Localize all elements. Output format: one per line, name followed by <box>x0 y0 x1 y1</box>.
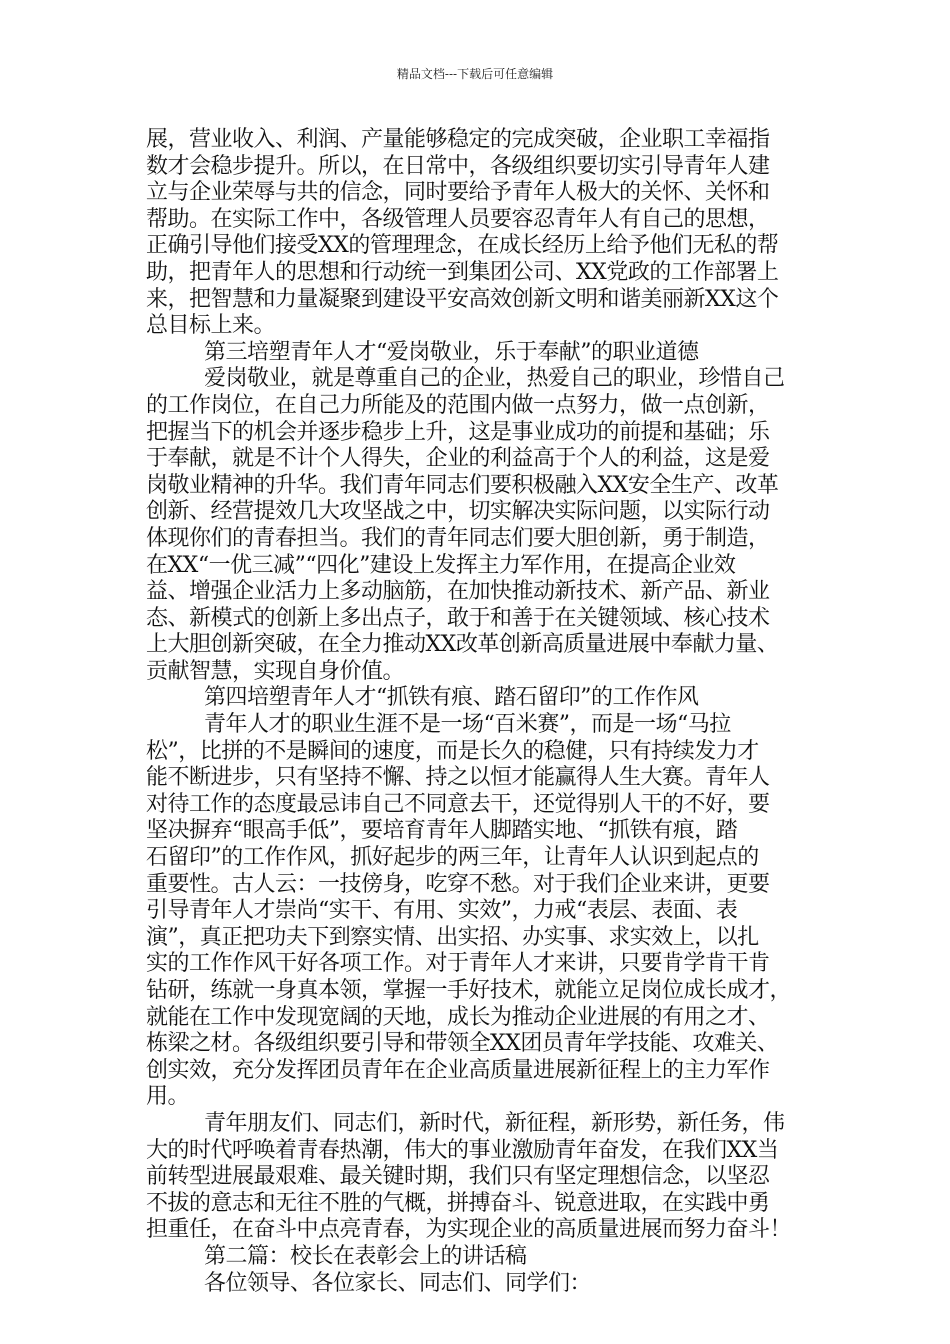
text-line: 态、新模式的创新上多出点子，敢于和善于在关键领域、核心技术 <box>146 605 770 631</box>
text-line: 立与企业荣辱与共的信念，同时要给予青年人极大的关怀、关怀和 <box>146 180 770 206</box>
document-body <box>146 127 818 1297</box>
page-header: 精品文档---下载后可任意编辑 <box>396 67 554 81</box>
text-line: 栋梁之材。各级组织要引导和带领全XX团员青年学技能、攻难关、 <box>146 1031 779 1057</box>
text-line: 坚决摒弃“眼高手低”，要培育青年人脚踏实地、“抓铁有痕，踏 <box>146 818 738 844</box>
text-line: 第二篇：校长在表彰会上的讲话稿 <box>204 1243 527 1269</box>
text-line: 青年人才的职业生涯不是一场“百米赛”，而是一场“马拉 <box>204 712 731 738</box>
text-line: 助，把青年人的思想和行动统一到集团公司、XX党政的工作部署上 <box>146 259 779 285</box>
text-line: 岗敬业精神的升华。我们青年同志们要积极融入XX安全生产、改革 <box>146 472 779 498</box>
text-line: 把握当下的机会并逐步稳步上升，这是事业成功的前提和基础；乐 <box>146 419 770 445</box>
text-line: 第三培塑青年人才“爱岗敬业，乐于奉献”的职业道德 <box>204 339 699 365</box>
text-line: 体现你们的青春担当。我们的青年同志们要大胆创新，勇于制造， <box>146 525 770 551</box>
text-line: 总目标上来。 <box>146 313 276 339</box>
text-line: 前转型进展最艰难、最关键时期，我们只有坚定理想信念，以坚忍 <box>146 1164 770 1190</box>
text-line: 就能在工作中发现宽阔的天地，成长为推动企业进展的有用之才、 <box>146 1004 770 1030</box>
text-line: 在XX“一优三减”“四化”建设上发挥主力军作用，在提高企业效 <box>146 552 736 578</box>
text-line: 大的时代呼唤着青春热潮，伟大的事业激励青年奋发，在我们XX当 <box>146 1137 779 1163</box>
text-line: 不拔的意志和无往不胜的气概，拼搏奋斗、锐意进取，在实践中勇 <box>146 1190 770 1216</box>
text-line: 数才会稳步提升。所以，在日常中，各级组织要切实引导青年人建 <box>146 153 770 179</box>
text-line: 创实效，充分发挥团员青年在企业高质量进展新征程上的主力军作 <box>146 1057 770 1083</box>
text-line: 来，把智慧和力量凝聚到建设平安高效创新文明和谐美丽新XX这个 <box>146 286 779 312</box>
text-line: 帮助。在实际工作中，各级管理人员要容忍青年人有自己的思想， <box>146 206 770 232</box>
text-line: 担重任，在奋斗中点亮青春，为实现企业的高质量进展而努力奋斗！ <box>146 1217 792 1243</box>
text-line: 重要性。古人云：一技傍身，吃穿不愁。对于我们企业来讲，更要 <box>146 871 770 897</box>
text-line: 用。 <box>146 1084 190 1110</box>
text-line: 的工作岗位，在自己力所能及的范围内做一点努力，做一点创新， <box>146 392 770 418</box>
text-line: 能不断进步，只有坚持不懈、持之以恒才能赢得人生大赛。青年人 <box>146 765 770 791</box>
text-line: 引导青年人才崇尚“实干、有用、实效”，力戒“表层、表面、表 <box>146 898 738 924</box>
text-line: 创新、经营提效几大攻坚战之中，切实解决实际问题，以实际行动 <box>146 499 770 525</box>
text-line: 爱岗敬业，就是尊重自己的企业，热爱自己的职业，珍惜自己 <box>204 366 785 392</box>
text-line: 对待工作的态度最忌讳自己不同意去干，还觉得别人干的不好，要 <box>146 791 770 817</box>
text-line: 钻研，练就一身真本领，掌握一手好技术，就能立足岗位成长成才， <box>146 978 792 1003</box>
text-line: 实的工作作风干好各项工作。对于青年人才来讲，只要肯学肯干肯 <box>146 951 770 977</box>
text-line: 松”，比拼的不是瞬间的速度，而是长久的稳健，只有持续发力才 <box>146 738 759 764</box>
text-line: 上大胆创新突破，在全力推动XX改革创新高质量进展中奉献力量、 <box>146 632 779 658</box>
text-line: 石留印”的工作作风，抓好起步的两三年，让青年人认识到起点的 <box>146 845 759 871</box>
text-line: 青年朋友们、同志们，新时代，新征程，新形势，新任务，伟 <box>204 1110 785 1136</box>
text-line: 益、增强企业活力上多动脑筋，在加快推动新技术、新产品、新业 <box>146 579 770 605</box>
text-line: 第四培塑青年人才“抓铁有痕、踏石留印”的工作作风 <box>204 685 699 711</box>
text-line: 贡献智慧，实现自身价值。 <box>146 658 405 684</box>
text-line: 演”，真正把功夫下到察实情、出实招、办实事、求实效上，以扎 <box>146 924 759 950</box>
text-line: 于奉献，就是不计个人得失，企业的利益高于个人的利益，这是爱 <box>146 446 770 472</box>
text-line: 展，营业收入、利润、产量能够稳定的完成突破，企业职工幸福指 <box>146 127 770 152</box>
text-line: 各位领导、各位家长、同志们、同学们： <box>204 1270 592 1296</box>
text-line: 正确引导他们接受XX的管理理念，在成长经历上给予他们无私的帮 <box>146 233 779 259</box>
